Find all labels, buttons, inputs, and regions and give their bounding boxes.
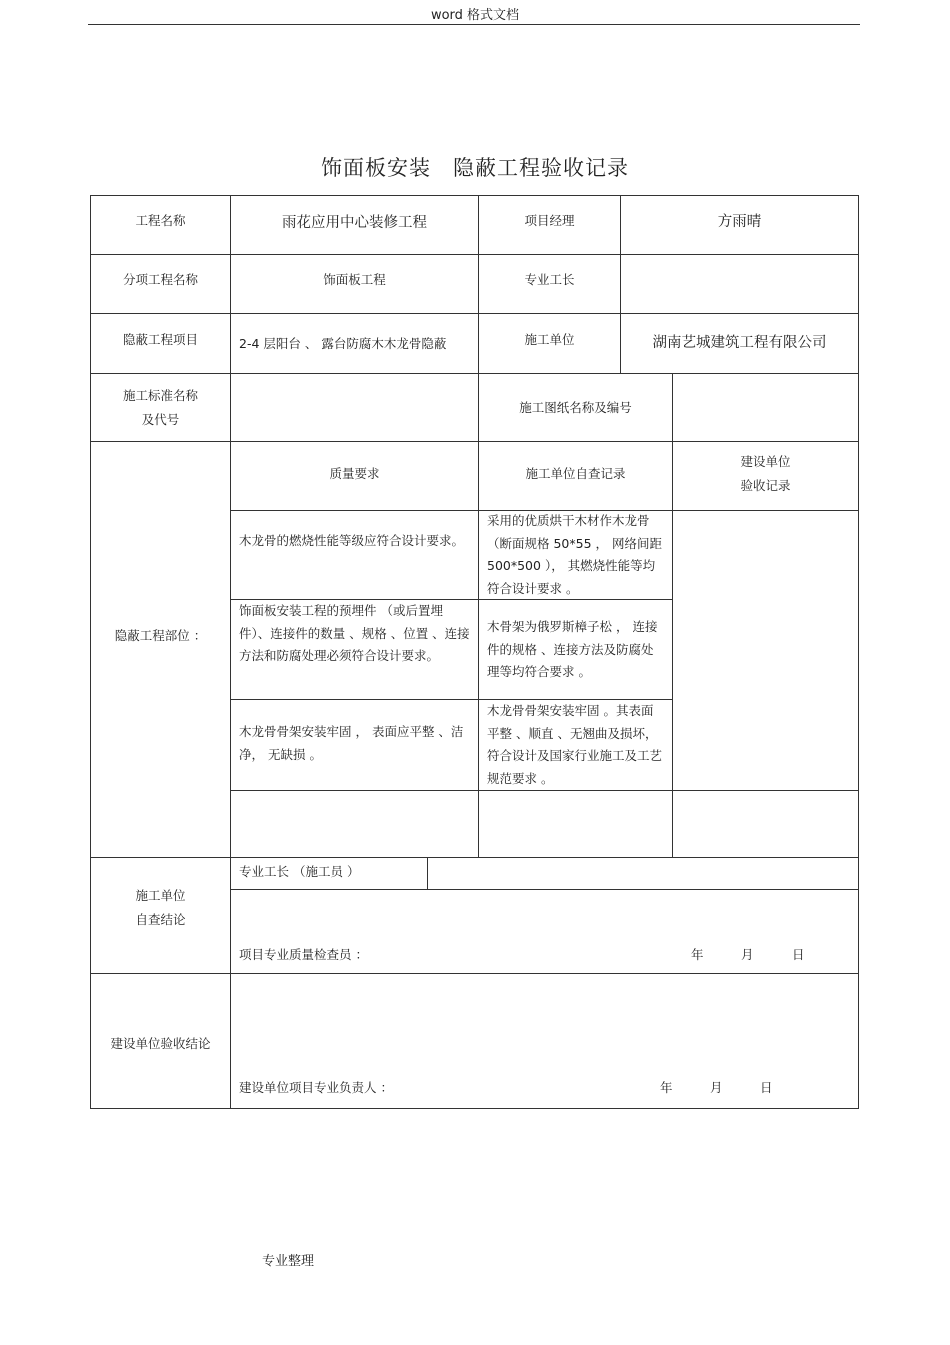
standard-name-label <box>91 374 230 441</box>
drawing-name-label: 施工图纸名称及编号 <box>519 399 632 415</box>
foreman-value <box>621 255 858 313</box>
sub-project-value: 饰面板工程 <box>323 272 386 287</box>
self-check-record-header: 施工单位自查记录 <box>525 466 626 481</box>
quality-inspector-label: 项目专业质量检查员 ： <box>239 947 368 962</box>
sub-project-label: 分项工程名称 <box>122 272 198 287</box>
hidden-work-item-value: 2-4 层阳台 、 露台防腐木木龙骨隐蔽 <box>239 335 447 351</box>
standard-name-label-line2: 及代号 <box>141 411 180 427</box>
hidden-work-item-label: 隐蔽工程项目 <box>122 332 198 347</box>
self-check-conclusion-label <box>91 858 230 958</box>
acceptance-month: 月 <box>710 1080 723 1095</box>
record-item-1: 采用的优质烘干木材作木龙骨（断面规格 50*55 ， 网络间距 500*500 ）， 其燃烧性能等均符合设计要求 。 <box>487 513 662 596</box>
self-check-year: 年 <box>691 947 704 962</box>
title-part-1: 饰面板安装 <box>321 156 431 180</box>
acceptance-conclusion-label: 建设单位验收结论 <box>110 1036 211 1051</box>
record-item-2: 木骨架为俄罗斯樟子松 ， 连接件的规格 、连接方法及防腐处理等均符合要求 。 <box>487 619 658 679</box>
owner-acceptance-header-line1: 建设单位 <box>740 454 791 469</box>
title-part-2: 隐蔽工程验收记录 <box>453 156 629 180</box>
project-name-value: 雨花应用中心装修工程 <box>282 215 427 231</box>
self-check-label-line1: 施工单位 <box>135 888 186 903</box>
drawing-name-value <box>673 374 858 441</box>
self-check-day: 日 <box>792 947 805 962</box>
quality-requirement-header: 质量要求 <box>329 466 380 481</box>
record-item-3: 木龙骨骨架安装牢固 。其表面平整 、顺直 、无翘曲及损坏，符合设计及国家行业施工及工艺规范要求 。 <box>487 703 663 786</box>
standard-name-value <box>231 374 478 441</box>
owner-acceptance-header <box>673 442 858 506</box>
foreman-label: 专业工长 <box>524 272 575 287</box>
project-name-label: 工程名称 <box>135 213 186 228</box>
construction-unit-value: 湖南艺城建筑工程有限公司 <box>652 334 827 351</box>
standard-name-label-line1: 施工标准名称 <box>122 387 198 403</box>
requirement-item-3: 木龙骨骨架安装牢固 ， 表面应平整 、洁净， 无缺损 。 <box>239 724 464 762</box>
self-check-month: 月 <box>741 947 754 962</box>
acceptance-day: 日 <box>760 1080 773 1095</box>
requirement-item-1: 木龙骨的燃烧性能等级应符合设计要求。 <box>239 533 465 548</box>
page-footer: 专业整理 <box>262 1254 315 1269</box>
requirement-item-2: 饰面板安装工程的预埋件 （或后置埋件）、连接件的数量 、规格 、位置 、连接方法和防腐处理必须符合设计要求。 <box>239 603 470 663</box>
owner-signer-label: 建设单位项目专业负责人 ： <box>239 1080 393 1095</box>
construction-unit-label: 施工单位 <box>524 332 575 347</box>
project-manager-label: 项目经理 <box>524 213 575 228</box>
page-header: word 格式文档 <box>430 8 520 23</box>
acceptance-year: 年 <box>660 1080 673 1095</box>
hidden-part-label: 隐蔽工程部位 ： <box>114 627 207 643</box>
foreman-signature-label: 专业工长 （施工员 ） <box>239 864 360 879</box>
project-manager-value: 方雨晴 <box>717 214 762 230</box>
self-check-label-line2: 自查结论 <box>135 912 186 927</box>
owner-acceptance-header-line2: 验收记录 <box>740 478 791 493</box>
